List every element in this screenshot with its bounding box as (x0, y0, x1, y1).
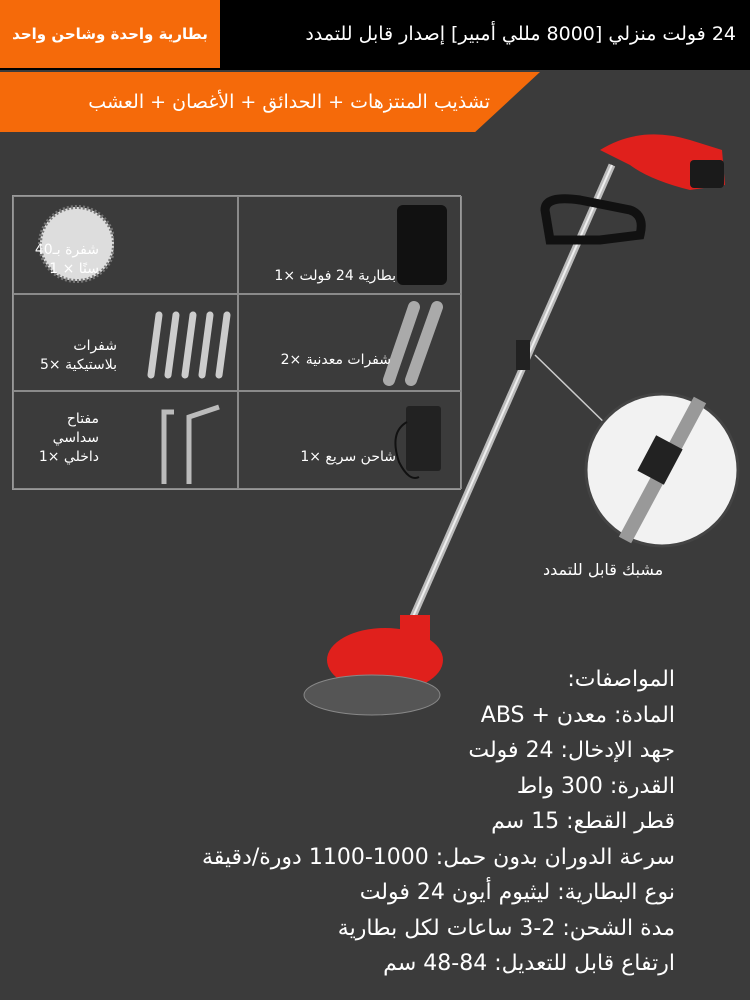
package-contents (12, 195, 461, 490)
item-label: شاحن سريع ×1 (300, 449, 396, 465)
metal-blades-icon (239, 295, 464, 391)
item-label: سداسي (52, 429, 99, 446)
spec-charge-time: مدة الشحن: 2-3 ساعات لكل بطارية (337, 915, 675, 941)
item-metal-blades (238, 294, 462, 391)
specs-heading: المواصفات: (567, 667, 675, 692)
item-plastic-blades (13, 294, 238, 391)
bundle-badge: بطارية واحدة وشاحن واحد (0, 0, 220, 68)
clip-label: مشبك قابل للتمدد (543, 560, 664, 579)
item-hex-key (13, 391, 238, 489)
item-label: مفتاح (66, 411, 99, 427)
battery-pack (690, 160, 724, 188)
battery-icon (397, 205, 447, 285)
item-label: بطارية 24 فولت ×1 (274, 268, 396, 284)
item-label: داخلي ×1 (38, 448, 99, 465)
item-label: بلاستيكية ×5 (40, 356, 117, 373)
spec-speed: سرعة الدوران بدون حمل: 1000-1100 دورة/دقيقة (201, 844, 675, 870)
item-label: شفرة بـ40 (34, 242, 99, 258)
spec-power: القدرة: 300 واط (516, 773, 675, 799)
spec-battery: نوع البطارية: ليثيوم أيون 24 فولت (359, 880, 675, 905)
specifications (202, 662, 675, 982)
charger-icon (239, 392, 464, 490)
spec-voltage: جهد الإدخال: 24 فولت (468, 738, 675, 763)
item-battery (238, 196, 462, 294)
item-saw-blade (13, 196, 238, 294)
spec-material: المادة: معدن + ABS (480, 702, 675, 728)
spec-diameter: قطر القطع: 15 سم (491, 809, 675, 834)
usage-text: تشذيب المنتزهات + الحدائق + الأغصان + العشب (88, 91, 490, 113)
aux-handle (545, 199, 641, 240)
item-charger (238, 391, 462, 489)
spec-height: ارتفاع قابل للتعديل: 84-48 سم (383, 951, 675, 976)
item-label: سنًا × 1 (49, 260, 99, 277)
item-label: شفرات (73, 338, 117, 354)
product-title: 24 فولت منزلي [8000 مللي أمبير] إصدار قابل للتمدد (305, 23, 736, 45)
item-label: شفرات معدنية ×2 (280, 352, 391, 368)
